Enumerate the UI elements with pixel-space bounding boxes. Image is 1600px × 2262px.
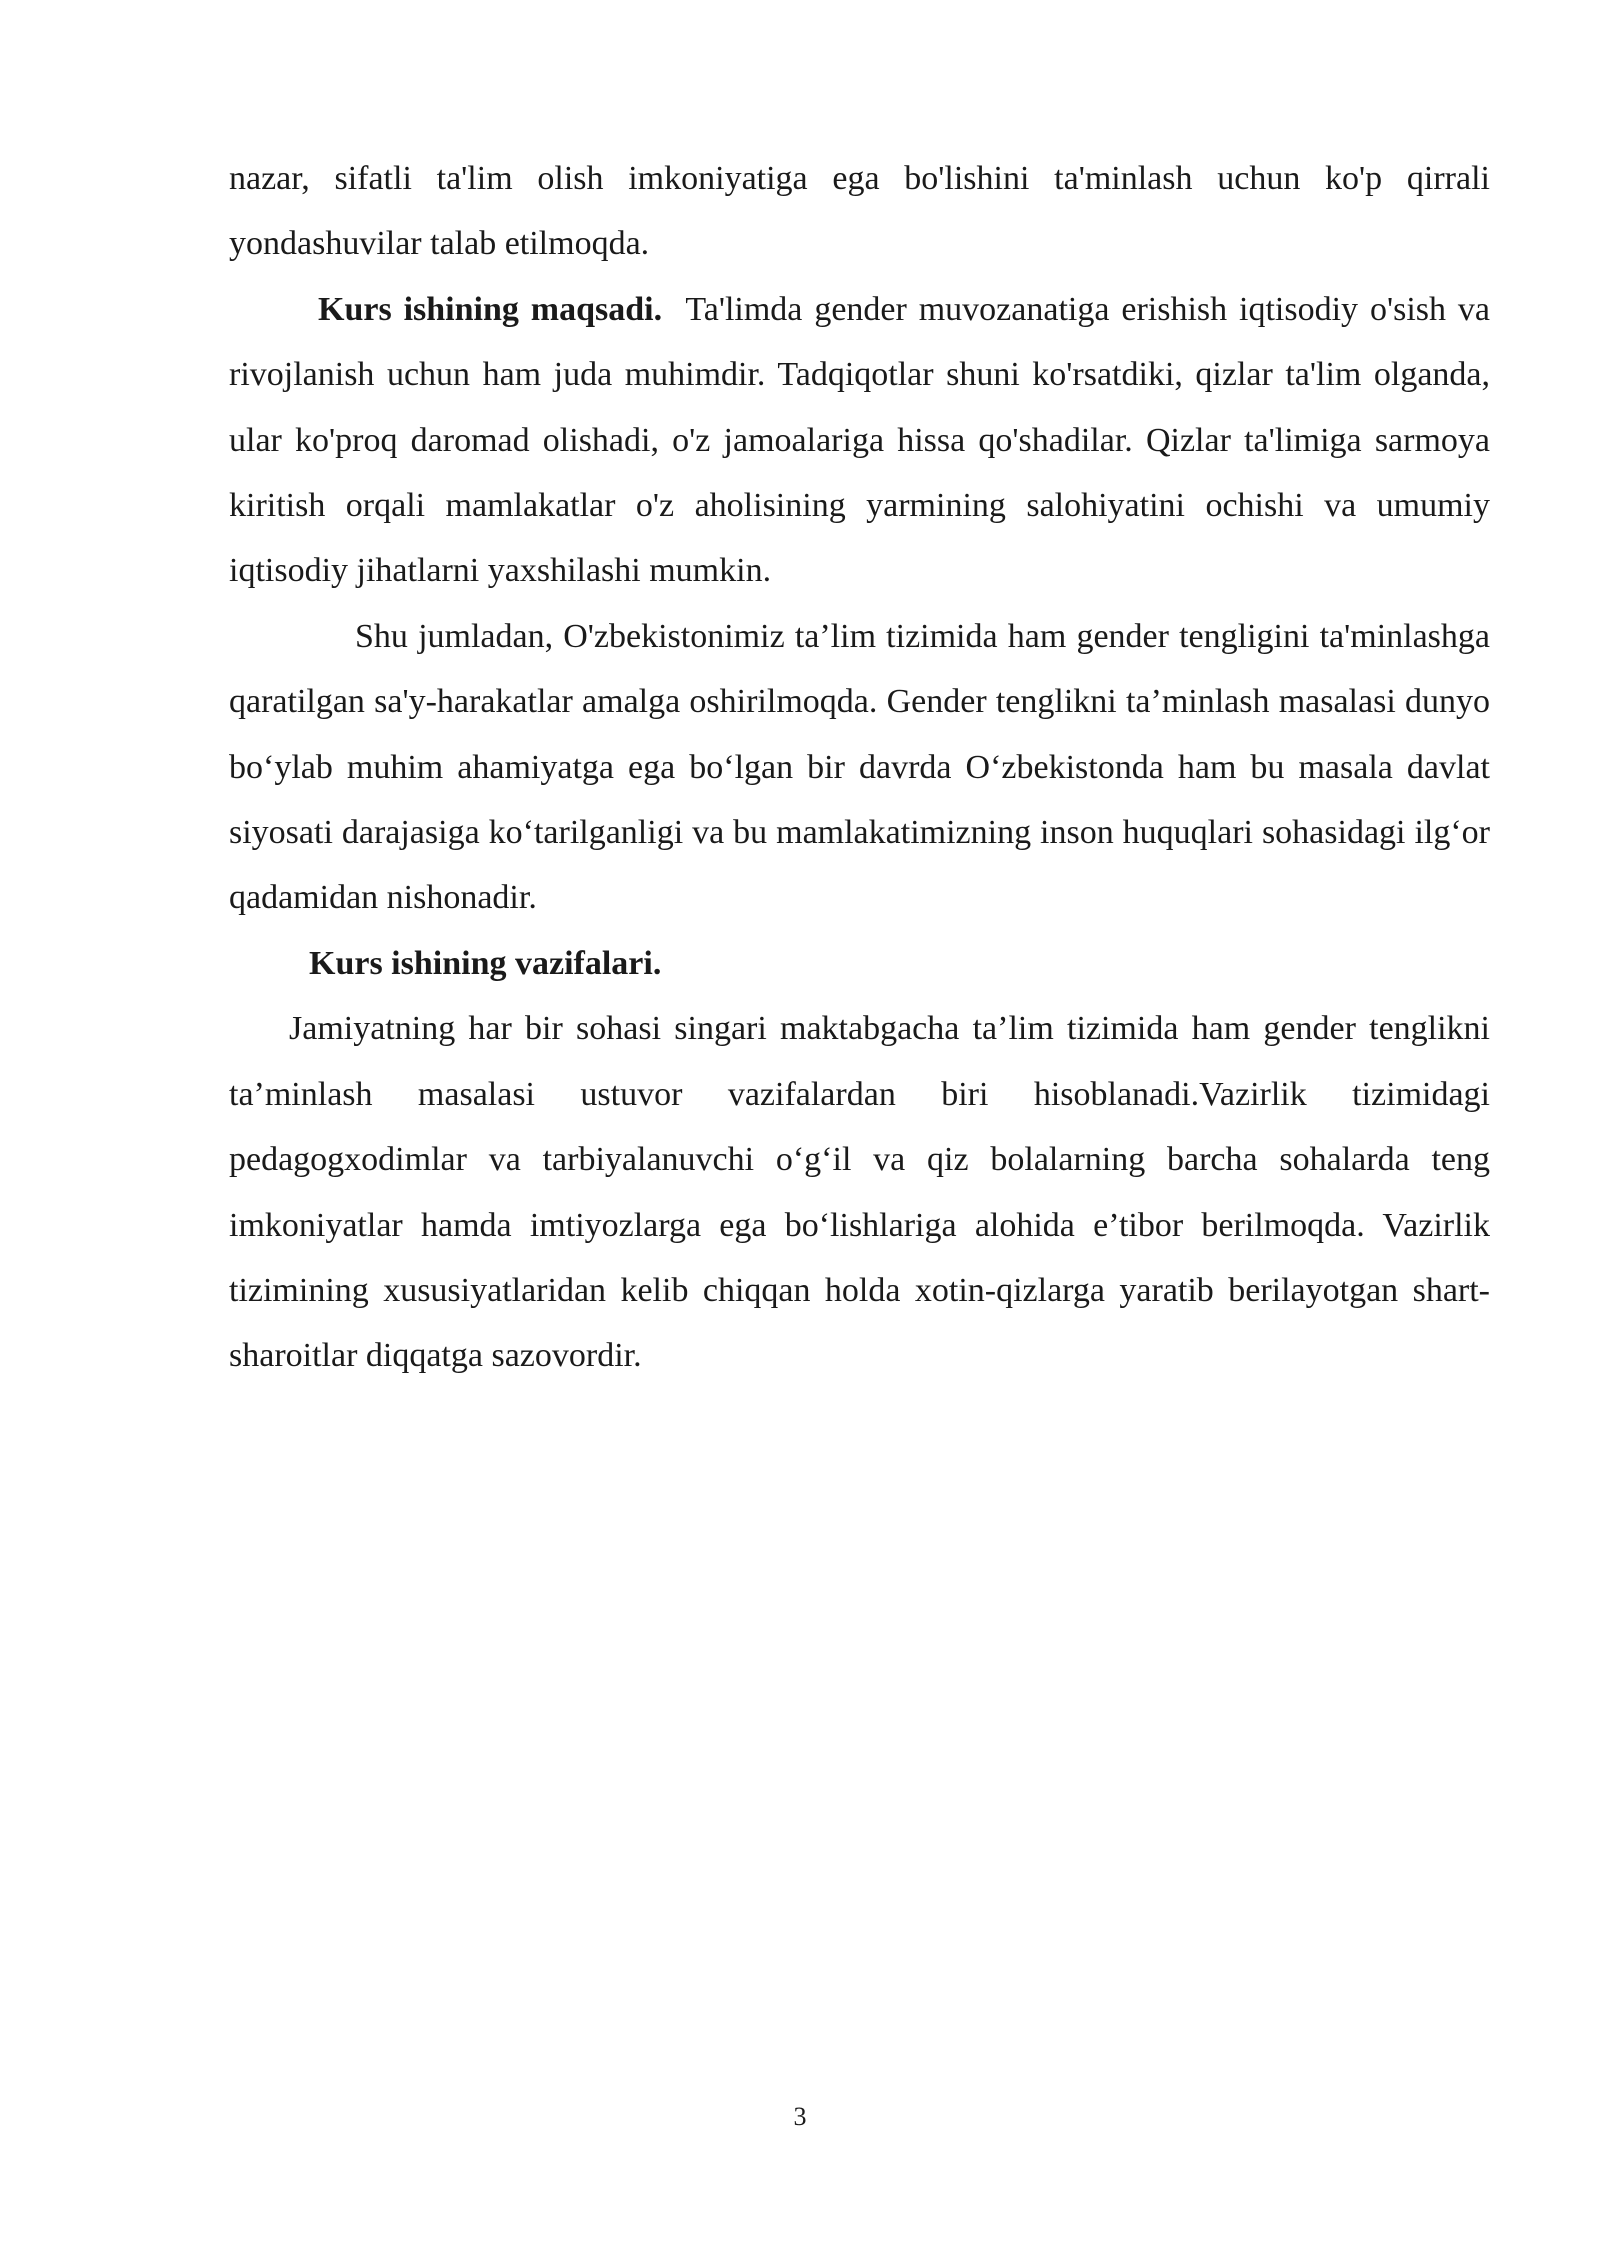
paragraph-intro: nazar, sifatli ta'lim olish imkoniyatiga ega bo'lishini ta'minlash uchun ko'p qirrali yondashuvilar talab etilmoqda.	[229, 160, 1490, 263]
page-number: 3	[793, 2102, 807, 2131]
page-body	[229, 146, 1499, 1389]
paragraph-goal	[229, 277, 1499, 604]
paragraph-uzbekistan: Shu jumladan, O'zbekistonimiz ta’lim tizimida ham gender tengligini ta'minlashga qaratilgan sa'y-harakatlar amalga oshirilmoqda. Gender tenglikni ta’minlash masalasi dunyo bo‘ylab muhim ahamiyatga ega bo‘lgan bir davrda O‘zbekistonda ham bu masala davlat siyosati darajasiga ko‘tarilganligi va bu mamlakatimizning inson huquqlari sohasidagi ilg‘or qadamidan nishonadir.	[229, 617, 1490, 917]
tasks-heading: Kurs ishining vazifalari.	[309, 944, 662, 982]
goal-heading: Kurs ishining maqsadi.	[318, 290, 663, 328]
paragraph-tasks: Jamiyatning har bir sohasi singari maktabgacha ta’lim tizimida ham gender tenglikni ta’minlash masalasi ustuvor vazifalardan biri hisoblanadi.Vazirlik tizimidagi pedagogxodimlar va tarbiyalanuvchi o‘g‘il va qiz bolalarning barcha sohalarda teng imkoniyatlar hamda imtiyozlarga ega bo‘lishlariga alohida e’tibor berilmoqda. Vazirlik tizimining xususiyatlaridan kelib chiqqan holda xotin-qizlarga yaratib berilayotgan shart-sharoitlar diqqatga sazovordir.	[229, 1010, 1490, 1375]
goal-text: Ta'limda gender muvozanatiga erishish iqtisodiy o'sish va rivojlanish uchun ham juda muhimdir. Tadqiqotlar shuni ko'rsatdiki, qizlar ta'lim olganda, ular ko'proq daromad olishadi, o'z jamoalariga hissa qo'shadilar. Qizlar ta'limiga sarmoya kiritish orqali mamlakatlar o'z aholisining yarmining salohiyatini ochishi va umumiy iqtisodiy jihatlarni yaxshilashi mumkin.	[229, 290, 1499, 590]
